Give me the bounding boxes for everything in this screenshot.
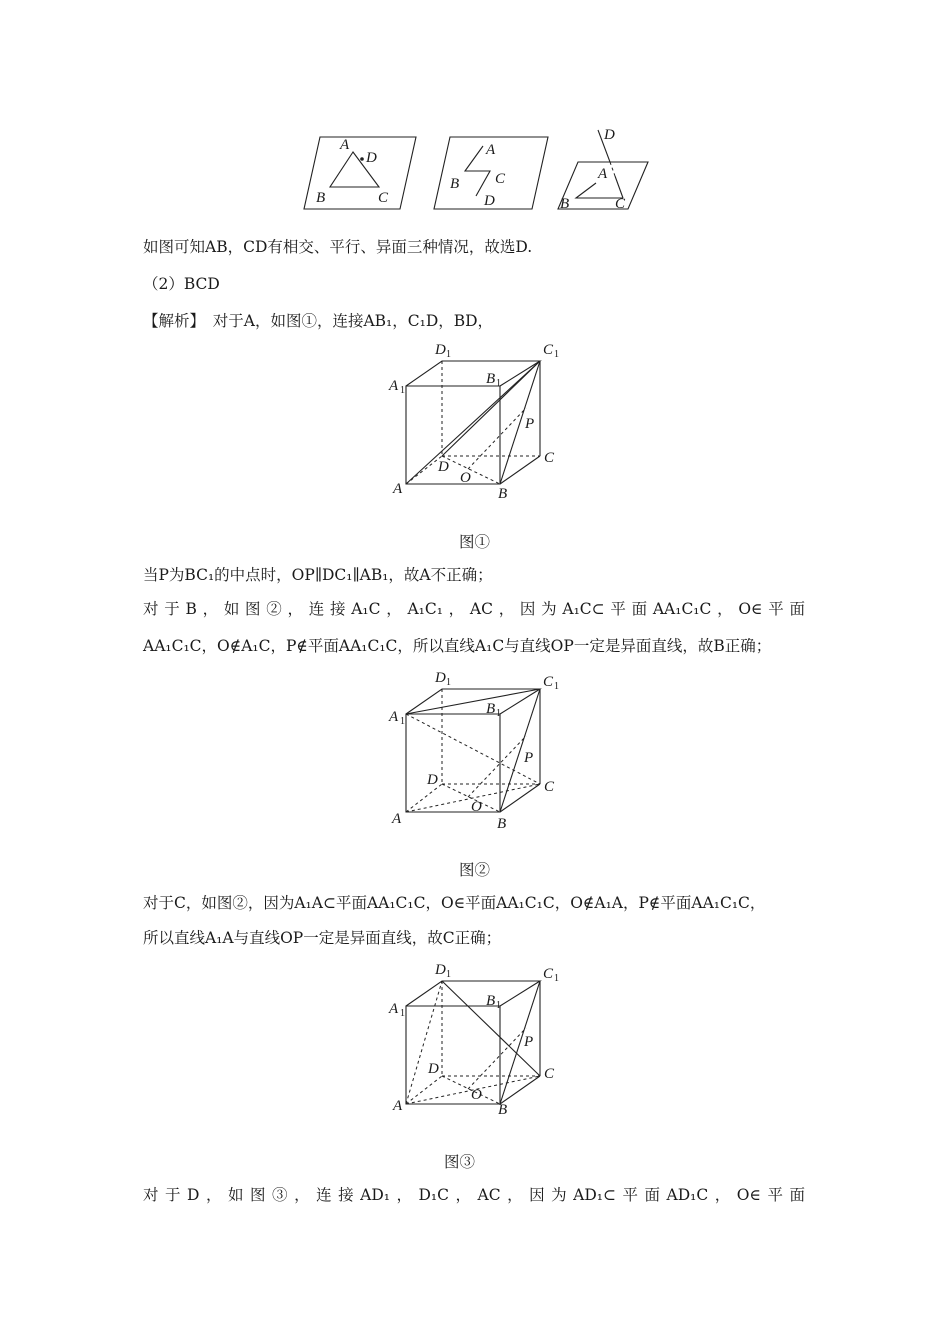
svg-text:O: O (460, 470, 471, 486)
svg-text:B: B (486, 993, 496, 1009)
svg-text:D: D (438, 459, 449, 475)
svg-text:1: 1 (446, 969, 451, 980)
caption-fig3: 图③ (444, 1153, 476, 1171)
svg-text:C: C (615, 196, 626, 212)
svg-text:C: C (543, 342, 554, 358)
text-line-9: 对于D，如图③，连接AD₁，D₁C，AC，因为AD₁⊂平面AD₁C，O∈平面 (143, 1186, 805, 1204)
cube-figure-2 (380, 666, 580, 836)
svg-text:A: A (389, 709, 399, 725)
text-line-8: 所以直线A₁A与直线OP一定是异面直线，故C正确； (143, 929, 502, 947)
svg-text:1: 1 (446, 677, 451, 688)
text-line-6: AA₁C₁C，O∉A₁C，P∉平面AA₁C₁C，所以直线A₁C与直线OP一定是异面直线，故B正确； (143, 637, 772, 655)
svg-text:O: O (471, 1087, 482, 1103)
svg-text:D: D (427, 772, 438, 788)
svg-text:C: C (544, 450, 555, 466)
plane-1 (304, 137, 416, 209)
svg-text:P: P (524, 750, 534, 766)
svg-text:B: B (497, 816, 507, 832)
svg-text:1: 1 (554, 349, 559, 360)
text-line-3: 【解析】 对于A，如图①，连接AB₁，C₁D，BD， (143, 312, 494, 330)
svg-text:C: C (544, 1066, 555, 1082)
plane-3 (558, 127, 648, 212)
svg-text:B: B (498, 486, 508, 502)
cube-figure-1 (380, 338, 580, 508)
svg-text:C: C (543, 674, 554, 690)
plane-2 (434, 137, 548, 209)
svg-text:P: P (525, 416, 535, 432)
caption-fig2: 图② (459, 861, 491, 879)
text-line-5: 对于B，如图②，连接A₁C，A₁C₁，AC，因为A₁C⊂平面AA₁C₁C，O∈平面 (143, 600, 805, 618)
svg-text:B: B (486, 701, 496, 717)
svg-text:D: D (428, 1061, 439, 1077)
svg-text:B: B (486, 371, 496, 387)
svg-text:A: A (389, 378, 399, 394)
svg-text:1: 1 (554, 973, 559, 984)
svg-text:O: O (471, 799, 482, 815)
svg-text:C: C (378, 190, 389, 206)
svg-text:1: 1 (446, 349, 451, 360)
svg-text:D: D (366, 150, 377, 166)
svg-text:D: D (435, 342, 446, 358)
svg-text:D: D (604, 127, 615, 143)
svg-text:B: B (450, 176, 460, 192)
text-line-2: （2）BCD (143, 275, 220, 293)
cube-figure-3 (380, 958, 580, 1128)
svg-text:1: 1 (400, 1008, 405, 1019)
svg-text:1: 1 (554, 681, 559, 692)
svg-text:A: A (392, 811, 402, 827)
text-line-1: 如图可知AB，CD有相交、平行、异面三种情况，故选D. (143, 238, 533, 256)
svg-text:A: A (389, 1001, 399, 1017)
svg-text:A: A (340, 137, 350, 153)
svg-text:C: C (543, 966, 554, 982)
svg-text:D: D (435, 670, 446, 686)
svg-text:A: A (393, 1098, 403, 1114)
svg-text:A: A (393, 481, 403, 497)
svg-text:1: 1 (496, 378, 501, 389)
svg-text:1: 1 (496, 1000, 501, 1011)
planes-diagram (300, 125, 660, 215)
svg-text:D: D (484, 193, 495, 209)
svg-text:1: 1 (496, 708, 501, 719)
svg-text:1: 1 (400, 385, 405, 396)
caption-fig1: 图① (459, 533, 491, 551)
svg-text:P: P (524, 1034, 534, 1050)
svg-text:C: C (495, 171, 506, 187)
text-line-7: 对于C，如图②，因为A₁A⊂平面AA₁C₁C，O∈平面AA₁C₁C，O∉A₁A，P∉平面AA₁C₁C， (143, 894, 766, 912)
text-line-4: 当P为BC₁的中点时，OP∥DC₁∥AB₁，故A不正确； (143, 566, 493, 584)
svg-text:B: B (498, 1102, 508, 1118)
svg-text:C: C (544, 779, 555, 795)
svg-text:1: 1 (400, 716, 405, 727)
svg-text:A: A (486, 142, 496, 158)
svg-text:B: B (316, 190, 326, 206)
svg-text:D: D (435, 962, 446, 978)
svg-text:B: B (560, 196, 570, 212)
svg-text:A: A (598, 166, 608, 182)
